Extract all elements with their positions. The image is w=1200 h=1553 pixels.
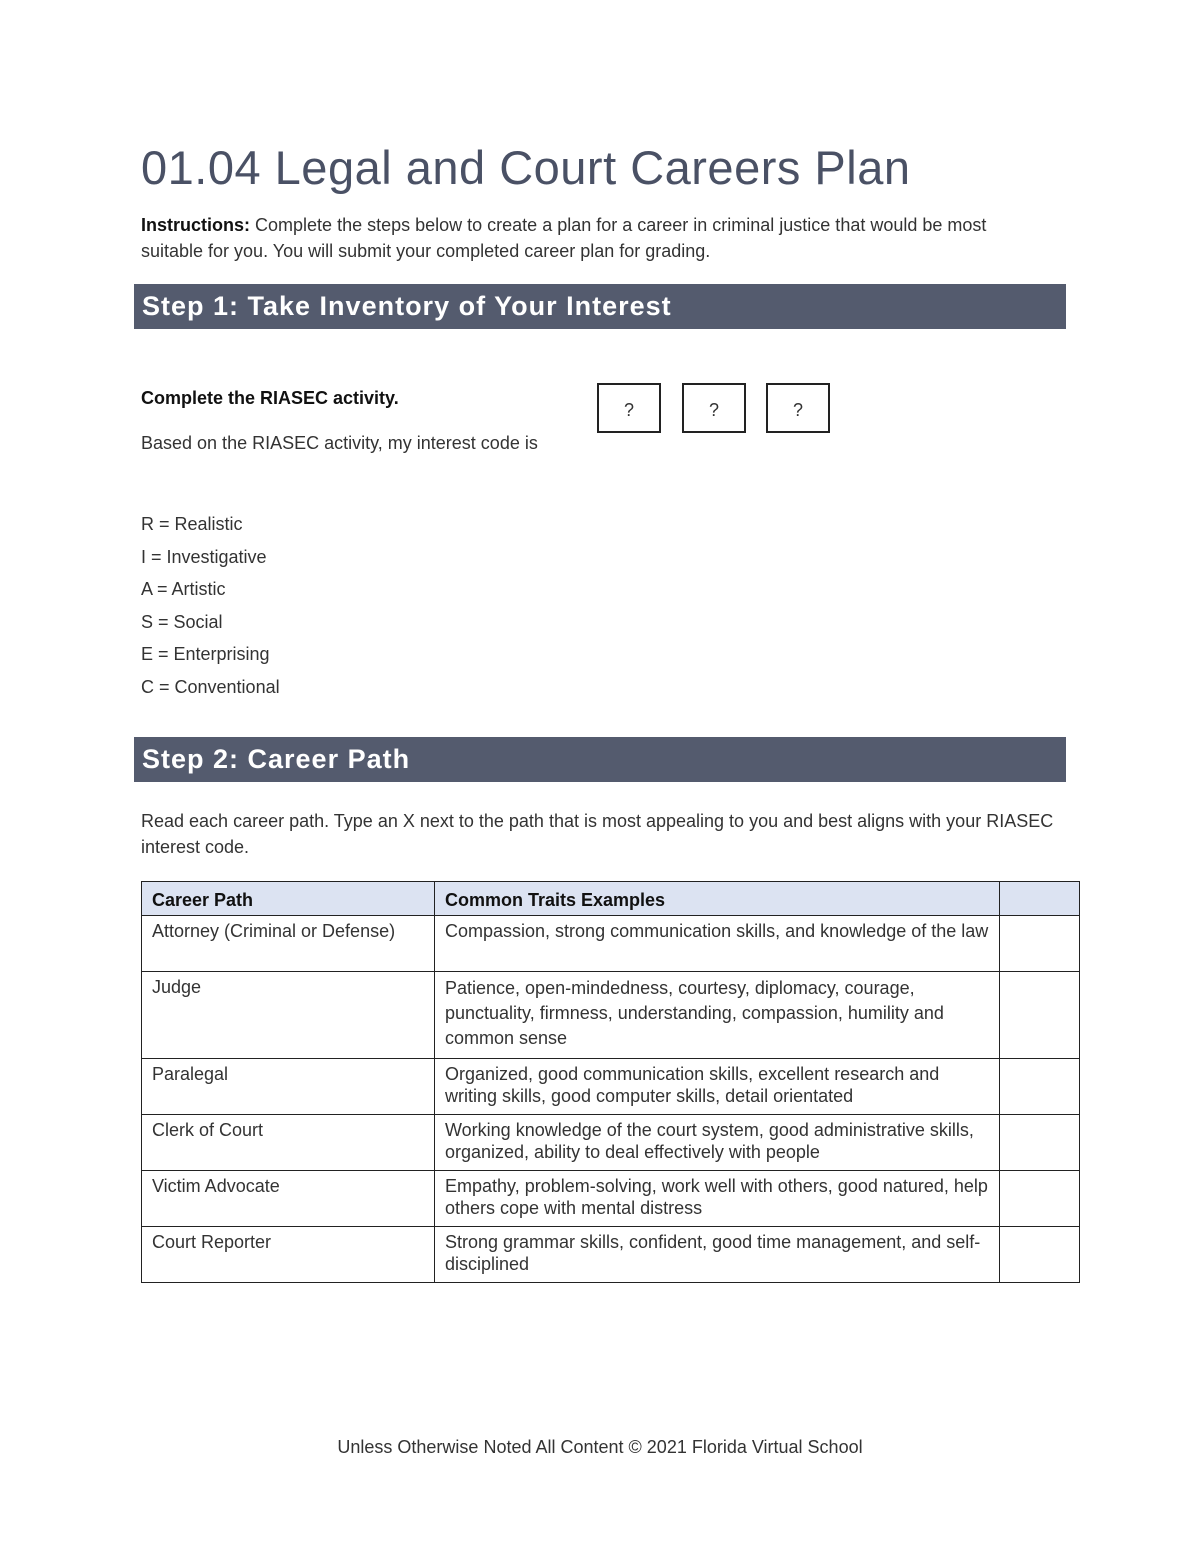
interest-code-box-3[interactable]: ? xyxy=(766,383,830,433)
riasec-activity-label: Complete the RIASEC activity. xyxy=(141,388,399,408)
traits-cell: Empathy, problem-solving, work well with others, good natured, help others cope with mental distress xyxy=(435,1171,1000,1227)
selection-cell[interactable] xyxy=(1000,916,1080,972)
step2-instructions: Read each career path. Type an X next to the path that is most appealing to you and best aligns with your RIASEC interest code. xyxy=(141,811,1054,857)
legend-item-enterprising: E = Enterprising xyxy=(141,644,270,664)
selection-cell[interactable] xyxy=(1000,972,1080,1059)
instructions-label: Instructions: xyxy=(141,215,251,235)
step1-heading: Step 1: Take Inventory of Your Interest xyxy=(134,284,1066,329)
interest-code-sentence: Based on the RIASEC activity, my interest code is xyxy=(141,433,538,453)
selection-cell[interactable] xyxy=(1000,1227,1080,1283)
table-row xyxy=(142,1115,1080,1171)
career-path-cell: Clerk of Court xyxy=(142,1115,435,1171)
interest-code-box-1[interactable]: ? xyxy=(597,383,661,433)
selection-cell[interactable] xyxy=(1000,1115,1080,1171)
header-career-path: Career Path xyxy=(142,882,435,916)
table-row xyxy=(142,972,1080,1059)
instructions-text: Complete the steps below to create a plan for a career in criminal justice that would be most suitable for you. You will submit your completed career plan for grading. xyxy=(141,215,987,261)
traits-cell: Compassion, strong communication skills, and knowledge of the law xyxy=(435,916,1000,972)
table-row xyxy=(142,916,1080,972)
career-path-cell: Attorney (Criminal or Defense) xyxy=(142,916,435,972)
legend-item-social: S = Social xyxy=(141,611,223,632)
selection-cell[interactable] xyxy=(1000,1059,1080,1115)
legend-item-conventional: C = Conventional xyxy=(141,676,280,697)
table-row xyxy=(142,1171,1080,1227)
header-selection xyxy=(1000,882,1080,916)
career-path-cell: Court Reporter xyxy=(142,1227,435,1283)
copyright-footer: Unless Otherwise Noted All Content © 2021 Florida Virtual School xyxy=(337,1437,863,1457)
traits-cell: Organized, good communication skills, excellent research and writing skills, good computer skills, detail orientated xyxy=(435,1059,1000,1115)
legend-item-artistic: A = Artistic xyxy=(141,579,226,599)
page-title: 01.04 Legal and Court Careers Plan xyxy=(141,141,911,194)
header-common-traits: Common Traits Examples xyxy=(435,882,1000,916)
interest-code-box-2[interactable]: ? xyxy=(682,383,746,433)
traits-cell: Strong grammar skills, confident, good time management, and self-disciplined xyxy=(435,1227,1000,1283)
instructions-paragraph xyxy=(141,212,1041,264)
career-path-cell: Paralegal xyxy=(142,1059,435,1115)
career-path-cell: Victim Advocate xyxy=(142,1171,435,1227)
step2-heading: Step 2: Career Path xyxy=(134,737,1066,782)
legend-item-investigative: I = Investigative xyxy=(141,546,267,567)
career-path-cell: Judge xyxy=(142,972,435,1059)
table-row xyxy=(142,1059,1080,1115)
table-row xyxy=(142,1227,1080,1283)
selection-cell[interactable] xyxy=(1000,1171,1080,1227)
career-path-table xyxy=(141,881,1080,1283)
traits-cell: Patience, open-mindedness, courtesy, diplomacy, courage, punctuality, firmness, understanding, compassion, humility and common sense xyxy=(435,972,1000,1059)
legend-item-realistic: R = Realistic xyxy=(141,514,243,534)
traits-cell: Working knowledge of the court system, good administrative skills, organized, ability to deal effectively with people xyxy=(435,1115,1000,1171)
table-header-row xyxy=(142,882,1080,916)
riasec-legend xyxy=(141,508,280,703)
